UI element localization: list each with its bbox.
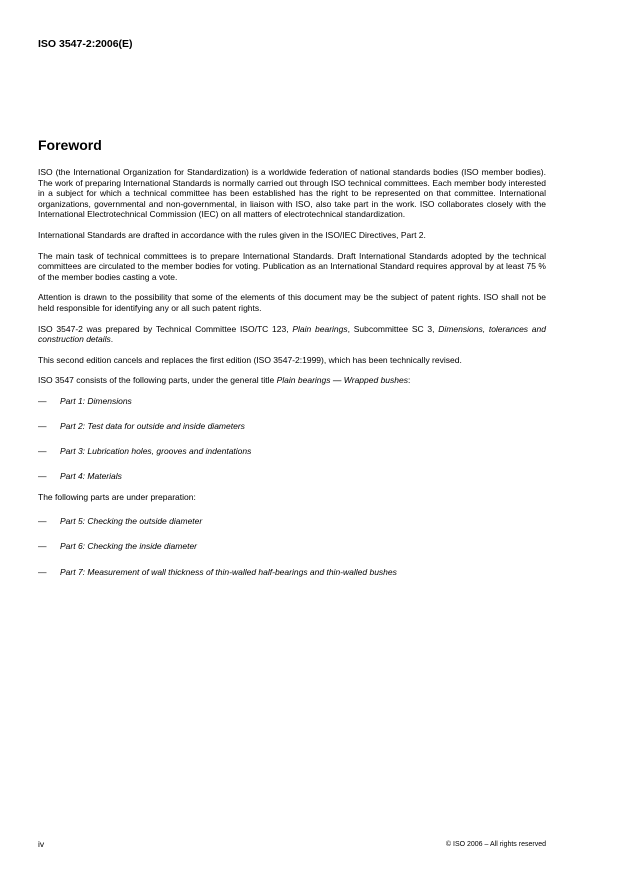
parts-intro-text: ISO 3547 consists of the following parts, under the general title (38, 375, 277, 386)
paragraph-committees: The main task of technical committees is to prepare International Standards. Draft International Standards adopted by the technical committees are circulated to the member bodies for voting. Publication as an International Standard requires approval by at least 75 % of the member bodies casting a vote. (38, 250, 546, 282)
subcommittee-text: , Subcommittee SC 3, (347, 323, 439, 334)
list-item (38, 541, 546, 552)
committee-title: Plain bearings (292, 323, 348, 334)
paragraph-edition: This second edition cancels and replaces the first edition (ISO 3547-2:1999), which has been technically revised. (38, 354, 462, 365)
part-title: Part 7: Measurement of wall thickness of thin-walled half-bearings and thin-walled bushes (60, 566, 397, 577)
colon: : (407, 375, 411, 386)
paragraph-parts-intro (38, 375, 546, 386)
dash-mark: — (38, 446, 47, 457)
subcommittee-title: Dimensions, tolerances and construction details (38, 323, 546, 345)
dash-mark: — (38, 566, 47, 577)
part-title: Part 2: Test data for outside and inside diameters (60, 421, 245, 431)
dash-mark: — (38, 421, 47, 431)
period: . (110, 334, 114, 345)
prepared-by-text: ISO 3547-2 was prepared by Technical Committee ISO/TC 123, (38, 323, 293, 334)
copyright-notice: © ISO 2006 – All rights reserved (445, 841, 546, 848)
part-title: Part 5: Checking the outside diameter (60, 516, 203, 527)
list-item (38, 396, 546, 407)
dash-mark: — (38, 471, 47, 482)
part-title: Part 4: Materials (60, 471, 122, 482)
dash-mark: — (38, 541, 47, 552)
paragraph-directives: International Standards are drafted in accordance with the rules given in the ISO/IEC Directives, Part 2. (38, 229, 426, 240)
list-item (38, 446, 546, 457)
paragraph-prep-intro: The following parts are under preparation: (38, 491, 196, 502)
page-number: iv (38, 839, 45, 849)
dash-mark: — (38, 516, 47, 527)
dash-mark: — (38, 395, 47, 406)
paragraph-iso-intro: ISO (the International Organization for Standardization) is a worldwide federation of national standards bodies (ISO member bodies). The work of preparing International Standards is normally carried out through ISO technical committees. Each member body interested in a subject for which a technical committee has been established has the right to be represented on that committee. International organizations, governmental and non-governmental, in liaison with ISO, also take part in the work. ISO collaborates closely with the International Electrotechnical Commission (IEC) on all matters of electrotechnical standardization. (38, 167, 546, 220)
document-id: ISO 3547-2:2006(E) (38, 38, 133, 50)
paragraph-prepared-by (38, 324, 546, 345)
part-title: Part 1: Dimensions (60, 395, 132, 406)
list-item (38, 516, 546, 527)
general-title: Plain bearings — Wrapped bushes (276, 375, 408, 386)
part-title: Part 6: Checking the inside diameter (60, 541, 198, 552)
list-item (38, 421, 546, 432)
foreword-section (38, 137, 546, 592)
page-title: Foreword (38, 137, 102, 153)
paragraph-patent: Attention is drawn to the possibility that some of the elements of this document may be the subject of patent rights. ISO shall not be held responsible for identifying any or all such patent rights. (38, 292, 546, 313)
list-item (38, 471, 546, 482)
list-item (38, 567, 546, 578)
part-title: Part 3: Lubrication holes, grooves and indentations (60, 446, 252, 457)
